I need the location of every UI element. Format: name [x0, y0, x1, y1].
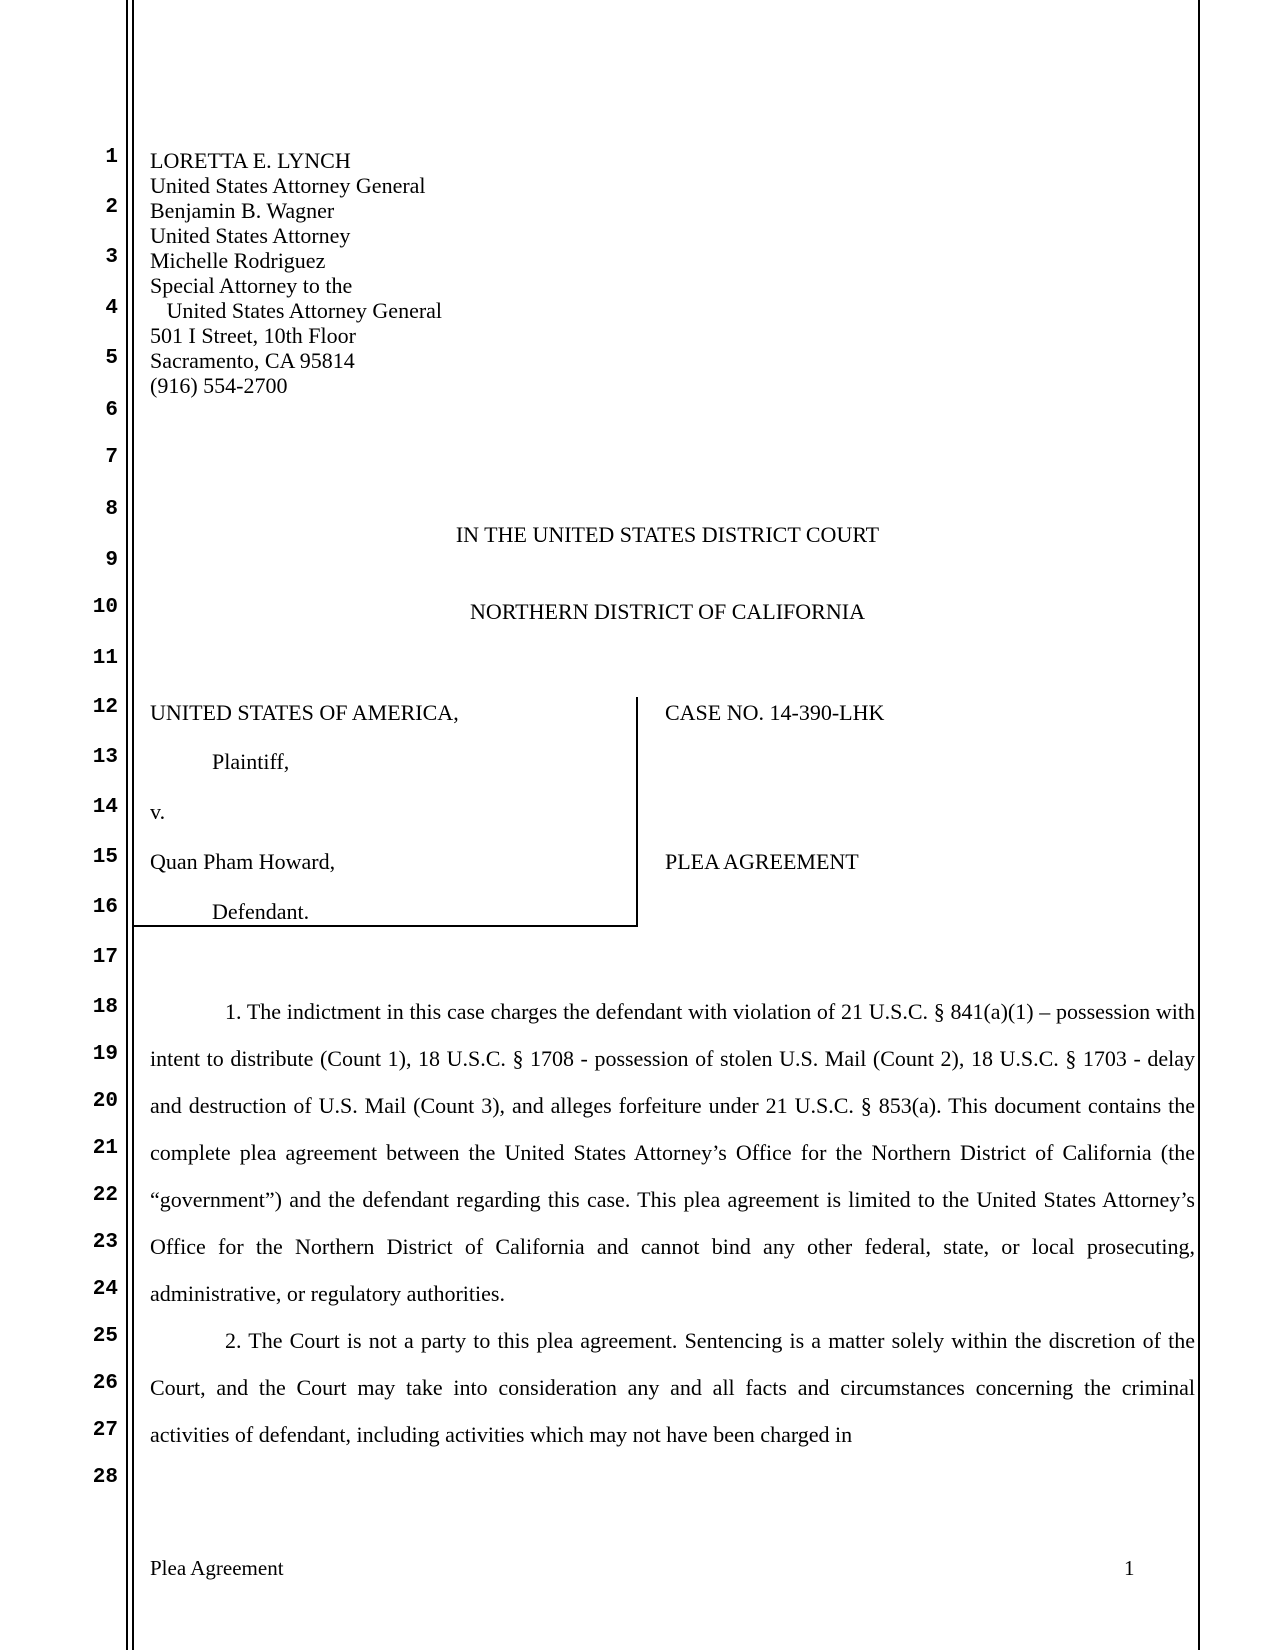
plaintiff-role: Plaintiff, [212, 749, 290, 774]
counsel-line: 501 I Street, 10th Floor [150, 323, 356, 348]
line-number: 11 [92, 647, 118, 670]
court-district: NORTHERN DISTRICT OF CALIFORNIA [470, 599, 865, 624]
line-number: 15 [92, 846, 118, 869]
line-number: 2 [105, 196, 118, 219]
defendant-name: Quan Pham Howard, [150, 849, 336, 874]
line-number: 19 [92, 1043, 118, 1066]
caption-bottom-rule [132, 925, 638, 927]
line-number: 5 [105, 347, 118, 370]
line-number: 13 [92, 746, 118, 769]
paragraph: 1. The indictment in this case charges the defendant with violation of 21 U.S.C. § 841(a)(1) – possession with intent to distribute (Count 1), 18 U.S.C. § 1708 - possession of stolen U.S. Mail (Count 2), 18 U.S.C. § 1703 - delay and destruction of U.S. Mail (Count 3), and alleges forfeiture under 21 U.S.C. § 853(a). This document contains the complete plea agreement between the United States Attorney’s Office for the Northern District of California (the “government”) and the defendant regarding this case. This plea agreement is limited to the United States Attorney’s Office for the Northern District of California and cannot bind any other federal, state, or local prosecuting, administrative, or regulatory authorities. [150, 999, 1195, 1306]
line-number: 9 [105, 549, 118, 572]
line-number: 25 [92, 1325, 118, 1348]
body-text [150, 988, 1195, 1458]
line-number: 1 [105, 146, 118, 169]
footer-title: Plea Agreement [150, 1556, 284, 1580]
line-number: 18 [92, 996, 118, 1019]
plaintiff-name: UNITED STATES OF AMERICA, [150, 700, 459, 725]
document-title: PLEA AGREEMENT [665, 849, 859, 874]
line-number: 6 [105, 399, 118, 422]
counsel-line: United States Attorney General [150, 173, 426, 198]
line-number: 7 [105, 446, 118, 469]
counsel-line: (916) 554-2700 [150, 373, 288, 398]
line-number: 16 [92, 896, 118, 919]
line-number: 3 [105, 246, 118, 269]
line-number: 24 [92, 1278, 118, 1301]
line-number: 17 [92, 946, 118, 969]
right-margin-rule [1198, 0, 1200, 1650]
line-number: 12 [92, 696, 118, 719]
counsel-line: LORETTA E. LYNCH [150, 148, 351, 173]
counsel-block [150, 148, 442, 398]
counsel-line: Michelle Rodriguez [150, 248, 326, 273]
line-number: 21 [92, 1137, 118, 1160]
counsel-line: Sacramento, CA 95814 [150, 348, 355, 373]
line-number: 20 [92, 1090, 118, 1113]
line-number: 4 [105, 297, 118, 320]
line-number: 28 [92, 1466, 118, 1489]
line-number: 8 [105, 498, 118, 521]
line-number: 10 [92, 596, 118, 619]
caption-vertical-rule [636, 697, 638, 927]
counsel-line: United States Attorney General [150, 298, 443, 323]
counsel-line: United States Attorney [150, 223, 351, 248]
left-margin-rule-outer [126, 0, 128, 1650]
court-name: IN THE UNITED STATES DISTRICT COURT [455, 522, 880, 547]
line-number: 26 [92, 1372, 118, 1395]
case-number: CASE NO. 14-390-LHK [665, 700, 885, 725]
line-number: 27 [92, 1419, 118, 1442]
page-number: 1 [1124, 1556, 1135, 1580]
counsel-line: Benjamin B. Wagner [150, 198, 335, 223]
counsel-line: Special Attorney to the [150, 273, 353, 298]
defendant-role: Defendant. [212, 899, 310, 924]
line-number: 22 [92, 1184, 118, 1207]
line-number: 14 [92, 796, 118, 819]
versus: v. [150, 799, 166, 824]
line-number: 23 [92, 1231, 118, 1254]
paragraph: 2. The Court is not a party to this plea agreement. Sentencing is a matter solely within the discretion of the Court, and the Court may take into consideration any and all facts and circumstances concerning the criminal activities of defendant, including activities which may not have been charged in [150, 1328, 1195, 1447]
left-margin-rule-inner [132, 0, 134, 1650]
